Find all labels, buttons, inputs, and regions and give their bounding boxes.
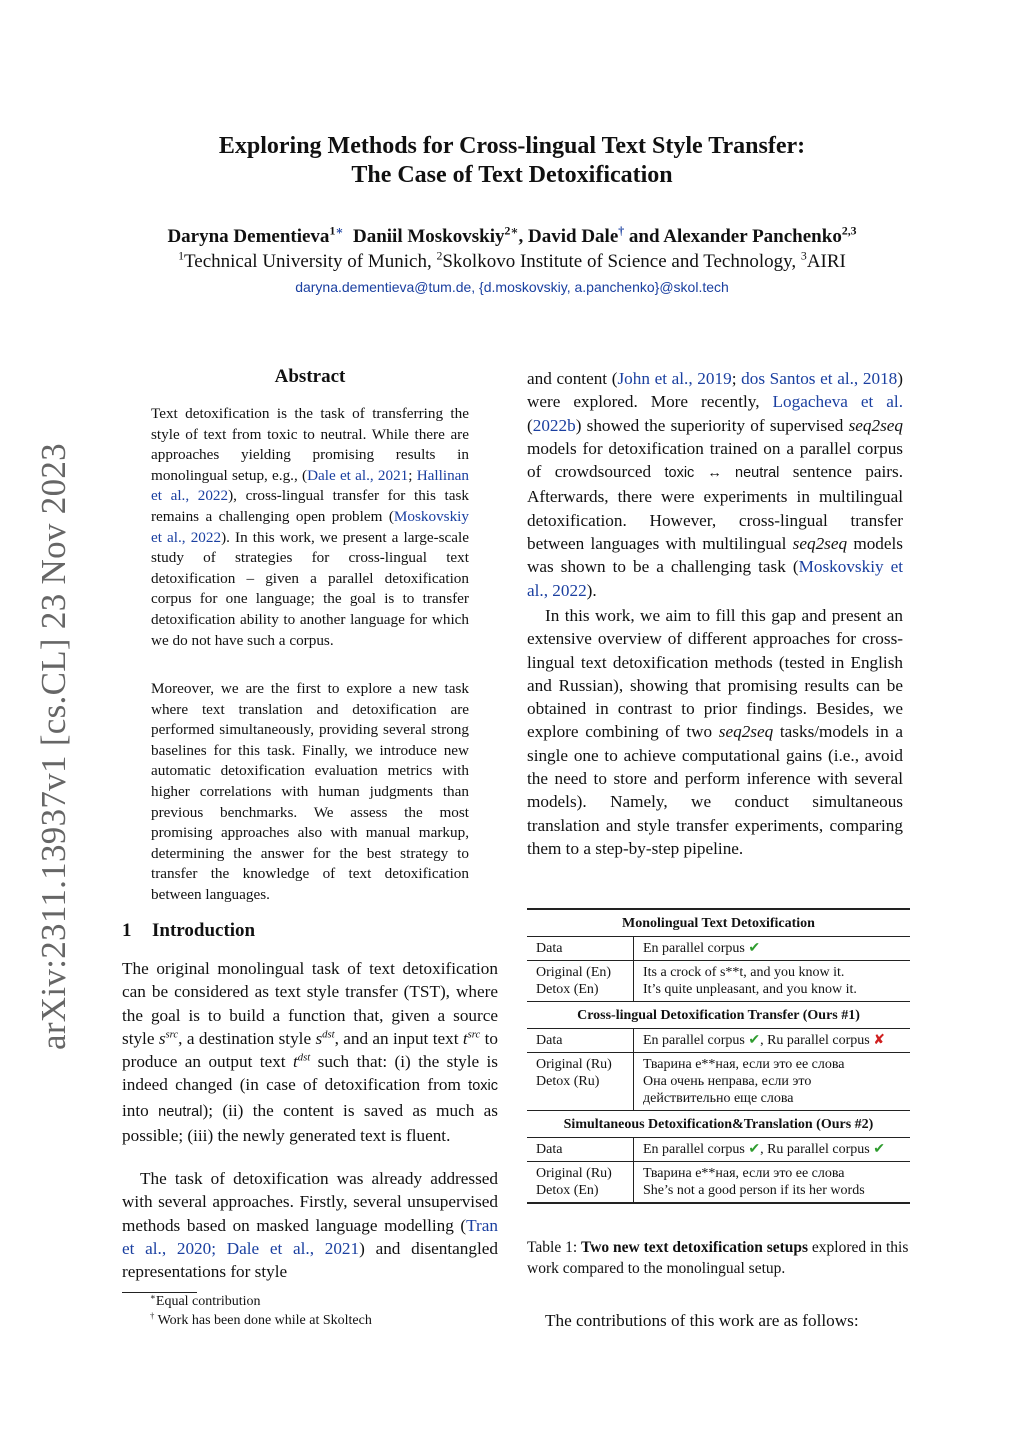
citation-link[interactable]: dos Santos et al., 2018 bbox=[741, 369, 898, 388]
table-row: Data En parallel corpus ✔ bbox=[527, 937, 910, 961]
table-1-caption: Table 1: Two new text detoxification setups explored in this work compared to the monolingual setup. bbox=[527, 1239, 909, 1277]
check-icon: ✔ bbox=[748, 941, 761, 956]
table-section-header: Cross-lingual Detoxification Transfer (Ours #1) bbox=[527, 1002, 910, 1029]
abstract-paragraph-1: Text detoxification is the task of transferring the style of text from toxic to neutral. While there are approaches yielding promising results in monolingual setup, e.g., (Dale et al., 2021; Hallinan et al., 2022), cross-lingual transfer for this task remains a challenging open problem (Moskovskiy et al., 2022). In this work, we present a large-scale study of strategies for cross-lingual text detoxification – given a parallel detoxification corpus for one language; the goal is to transfer detoxification ability to another language for which we do not have such a corpus. bbox=[151, 405, 469, 649]
citation-link[interactable]: Tran et al., 2020; Dale et al., 2021 bbox=[122, 1215, 498, 1258]
abstract-heading: Abstract bbox=[274, 366, 346, 387]
title-line-2: The Case of Text Detoxification bbox=[351, 162, 673, 188]
cross-icon: ✘ bbox=[873, 1033, 885, 1048]
check-icon: ✔ bbox=[748, 1033, 761, 1048]
abstract-paragraph-2: Moreover, we are the first to explore a new task where text translation and detoxification are performed simultaneously, providing several strong baselines for this task. Finally, we introduce new automatic detoxification evaluation metrics with higher correlations with human judgments than previous benchmarks. We assess the most promising approaches also with manual markup, determining the answer for the best strategy to transfer the knowledge of text detoxification between languages. bbox=[151, 680, 469, 903]
author-4: Alexander Panchenko bbox=[663, 226, 842, 247]
table-section-header: Simultaneous Detoxification&Translation (Ours #2) bbox=[527, 1111, 910, 1138]
author-3: David Dale bbox=[528, 226, 619, 247]
citation-link[interactable]: 2022b bbox=[532, 415, 576, 435]
paper-title bbox=[0, 132, 1024, 190]
author-1: Daryna Dementieva bbox=[167, 226, 330, 247]
check-icon: ✔ bbox=[748, 1142, 761, 1157]
table-row: Original (Ru) Detox (En) Тварина е**ная, если это ее слова She’s not a good person if its her words bbox=[527, 1162, 910, 1204]
table-row: Data En parallel corpus ✔, Ru parallel corpus ✘ bbox=[527, 1029, 910, 1053]
table-row: Original (Ru) Detox (Ru) Тварина е**ная, если это ее слова Она очень неправа, если это действительно еще слова bbox=[527, 1053, 910, 1111]
right-paragraph-2: In this work, we aim to fill this gap and present an extensive overview of different approaches for cross-lingual text detoxification methods (tested in English and Russian), showing that promising results can be obtained in contrast to prior findings. Besides, we explore combining of two seq2seq tasks/models in a single one to achieve computational gains (i.e., avoid the need to store and perform inference with several models). Namely, we conduct simultaneous translation and style transfer experiments, comparing them to a step-by-step pipeline. bbox=[527, 606, 903, 858]
citation-link[interactable]: Dale et al., 2021 bbox=[307, 466, 409, 484]
right-paragraph-1: and content (John et al., 2019; dos Santos et al., 2018) were explored. More recently, Logacheva et al. (2022b) showed the superiority of supervised seq2seq models for detoxification trained on a parallel corpus of crowdsourced toxic ↔ neutral sentence pairs. Afterwards, there were experiments in multilingual detoxification. However, cross-lingual transfer between languages with multilingual seq2seq models was shown to be a challenging task (Moskovskiy et al., 2022). bbox=[527, 369, 903, 600]
author-and: and bbox=[628, 226, 660, 247]
contributions-lead: The contributions of this work are as follows: bbox=[545, 1311, 859, 1330]
intro-paragraph-2: The task of detoxification was already addressed with several approaches. Firstly, several unsupervised methods based on masked language modelling (Tran et al., 2020; Dale et al., 2021) and disentangled representations for style bbox=[122, 1169, 498, 1282]
table-row: Original (En) Detox (En) Its a crock of s**t, and you know it. It’s quite unpleasant, and you know it. bbox=[527, 961, 910, 1002]
skoltech-footnote-link[interactable]: † bbox=[618, 224, 625, 238]
section-heading-introduction: 1 Introduction bbox=[122, 920, 256, 941]
citation-link[interactable]: Hallinan et al., 2022 bbox=[151, 466, 469, 505]
citation-link[interactable]: Moskovskiy et al., 2022 bbox=[151, 507, 469, 546]
footnote-2: † Work has been done while at Skoltech bbox=[150, 1310, 372, 1328]
footnote-rule bbox=[122, 1292, 197, 1293]
intro-paragraph-1: The original monolingual task of text detoxification can be considered as text style transfer (TST), where the goal is to build a function that, given a source style $s^{src}$, a destination style $s^{dst}$, and an input text $t^{src}$ to produce an output text $t^{dst}$ such that: (i) the style is indeed changed (in case of detoxification from toxic into neutral); (ii) the content is saved as much as possible; (iii) the newly generated text is fluent. bbox=[122, 959, 498, 1146]
table-section-header: Monolingual Text Detoxification bbox=[527, 909, 910, 937]
author-2: Daniil Moskovskiy bbox=[352, 226, 505, 247]
table-1 bbox=[527, 908, 910, 1204]
table-row: Data En parallel corpus ✔, Ru parallel corpus ✔ bbox=[527, 1138, 910, 1162]
affiliations: $^1$Technical University of Munich, $^2$Skolkovo Institute of Science and Technology, $^3$AIRI bbox=[178, 249, 846, 272]
footnote-1: ∗Equal contribution bbox=[150, 1291, 261, 1309]
author-list: Daryna Dementieva$^{1∗}$ Daniil Moskovskiy$^{2∗}$, David Dale† and Alexander Panchenko$^{2,3}$ bbox=[167, 224, 857, 247]
citation-link[interactable]: John et al., 2019 bbox=[617, 369, 732, 388]
check-icon: ✔ bbox=[873, 1142, 885, 1157]
title-line-1: Exploring Methods for Cross-lingual Text Style Transfer: bbox=[218, 133, 806, 159]
arxiv-stamp: arXiv:2311.13937v1 [cs.CL] 23 Nov 2023 bbox=[34, 443, 73, 1050]
author-emails[interactable]: daryna.dementieva@tum.de, {d.moskovskiy, a.panchenko}@skol.tech bbox=[295, 279, 729, 295]
equal-contribution-footnote-link[interactable]: ∗ bbox=[335, 224, 344, 238]
citation-link[interactable]: Logacheva et al. bbox=[772, 392, 903, 412]
citation-link[interactable]: Moskovskiy et al., 2022 bbox=[527, 557, 903, 600]
